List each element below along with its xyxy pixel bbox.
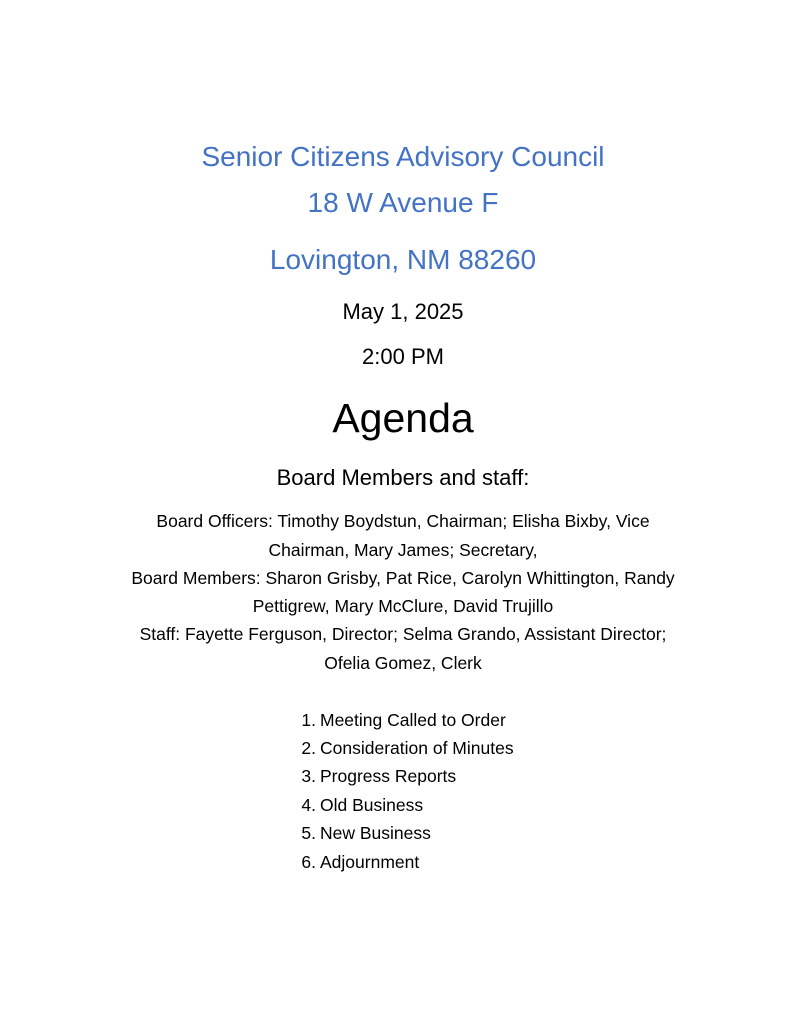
agenda-list: [284, 706, 514, 876]
board-officers-line-1: Board Officers: Timothy Boydstun, Chairman; Elisha Bixby, Vice: [156, 511, 650, 531]
street-address: 18 W Avenue F: [307, 187, 499, 218]
item-label: Adjournment: [320, 851, 420, 872]
item-label: Consideration of Minutes: [320, 738, 514, 759]
item-label: Progress Reports: [320, 766, 457, 787]
item-number: 4.: [301, 794, 316, 815]
staff-line-2: Ofelia Gomez, Clerk: [324, 653, 482, 673]
list-item: [284, 791, 514, 819]
item-label: New Business: [320, 823, 431, 844]
list-item: [284, 820, 514, 848]
list-item: [284, 763, 514, 791]
meeting-date: May 1, 2025: [342, 299, 464, 324]
item-number: 6.: [301, 851, 316, 872]
item-number: 5.: [301, 823, 316, 844]
item-number: 2.: [301, 738, 316, 759]
organization-name: Senior Citizens Advisory Council: [201, 141, 605, 172]
list-item: [284, 706, 514, 734]
item-label: Old Business: [320, 794, 424, 815]
list-item: [284, 734, 514, 762]
list-item: [284, 848, 514, 876]
page-title: Agenda: [332, 395, 474, 441]
staff-line-1: Staff: Fayette Ferguson, Director; Selma Grando, Assistant Director;: [139, 624, 667, 644]
board-members-line-1: Board Members: Sharon Grisby, Pat Rice, Carolyn Whittington, Randy: [131, 568, 675, 588]
item-label: Meeting Called to Order: [320, 709, 506, 730]
item-number: 1.: [301, 709, 316, 730]
board-members-line-2: Pettigrew, Mary McClure, David Trujillo: [252, 596, 554, 616]
board-officers-line-2: Chairman, Mary James; Secretary,: [268, 540, 538, 560]
item-number: 3.: [301, 766, 316, 787]
meeting-time: 2:00 PM: [362, 344, 444, 369]
board-section-heading: Board Members and staff:: [276, 465, 530, 490]
city-state-zip: Lovington, NM 88260: [269, 244, 537, 275]
